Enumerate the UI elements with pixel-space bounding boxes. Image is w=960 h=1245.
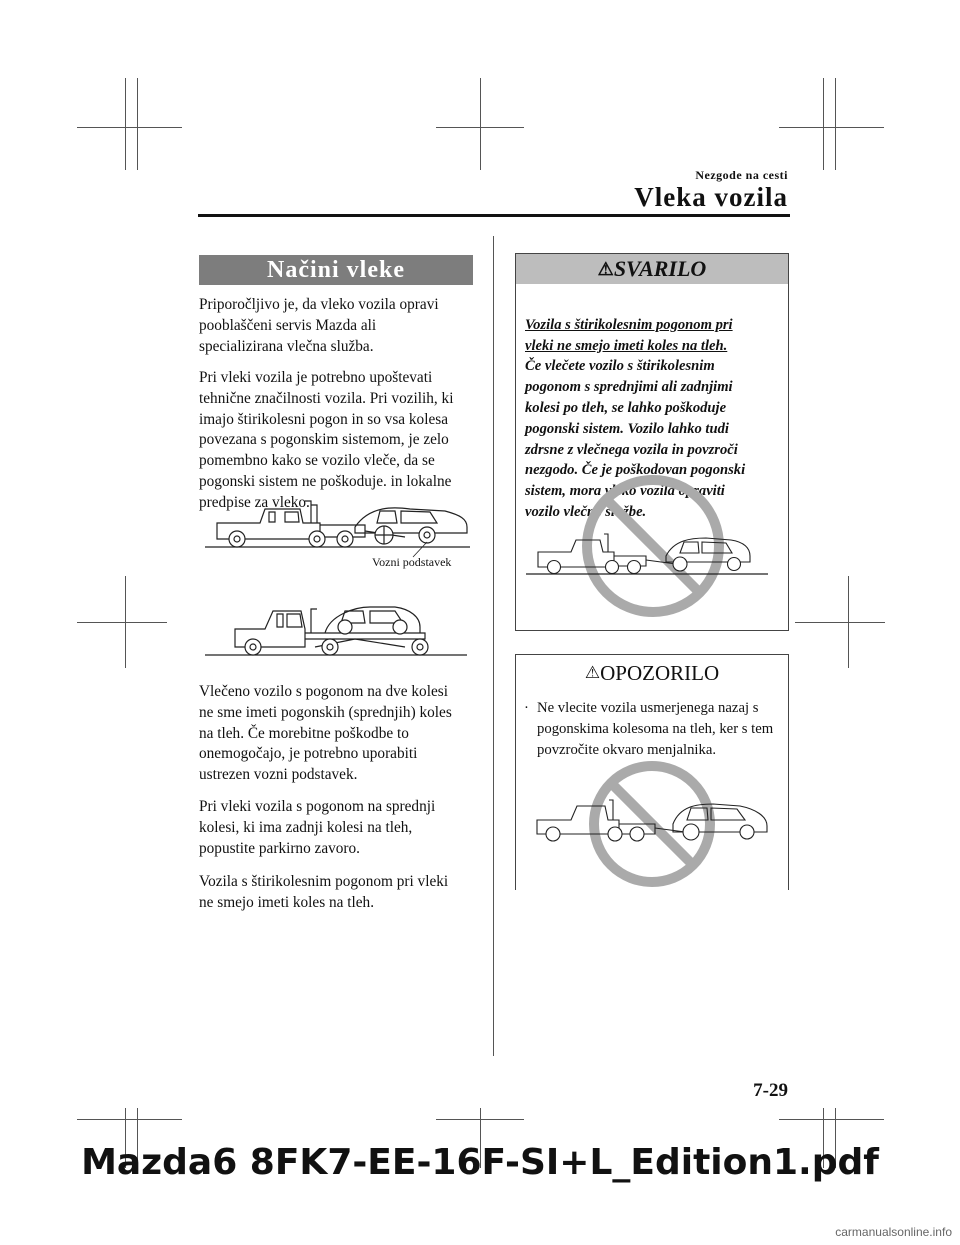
- watermark: carmanualsonline.info: [835, 1225, 952, 1239]
- warning-title: SVARILO: [613, 256, 707, 281]
- warning-triangle-icon: ⚠: [597, 259, 614, 279]
- warning-text-body: Če vlečete vozilo s štirikolesnim pogonom s sprednjimi ali zadnjimi kolesi po tleh, se lahko poškoduje pogonski sistem. Vozilo lahko tudi zdrsne z vlečnega vozila in povzroči nezgodo. Če je poškodovan pogonski sistem, mora vleko vozila opraviti vozilo vlečne: [525, 358, 746, 520]
- footer-filename: Mazda6 8FK7-EE-16F-SI+L_Edition1.pdf: [81, 1142, 879, 1183]
- paragraph-2wd: Vlečeno vozilo s pogonom na dve kolesi ne sme imeti pogonskih (sprednjih) koles na tleh. Če morebitne poškodbe to onemogočajo, je potrebno uporabiti ustrezen vozni podstavek.: [199, 683, 452, 784]
- caution-box: [515, 654, 789, 890]
- paragraph-intro: Priporočljivo je, da vleko vozila opravi pooblaščeni servis Mazda ali specializirana vlečna služba.: [199, 296, 439, 355]
- section-title: Vleka vozila: [634, 182, 788, 212]
- paragraph-tech: Pri vleki vozila je potrebno upoštevati tehnične značilnosti vozila. Pri vozilih, ki imajo štirikolesni pogon in so vsa kolesa povezana s pogonskim sistemom, je zelo pomembno kako se vozilo vleče, da se pogonski sistem ne poškoduje. in lokalne predpise za vleko.: [199, 369, 454, 511]
- header-rule: [198, 214, 790, 217]
- chapter-title: Nezgode na cesti: [695, 168, 788, 182]
- prohibited-reverse-tow-illustration: [515, 754, 789, 884]
- paragraph-4wd: Vozila s štirikolesnim pogonom pri vleki ne smejo imeti koles na tleh.: [199, 873, 449, 911]
- tow-dolly-illustration: [205, 497, 475, 553]
- paragraph-fwd: Pri vleki vozila s pogonom na sprednji kolesi, ki ima zadnji kolesi na tleh, popustite parkirno zavoro.: [199, 798, 436, 857]
- warning-box: [515, 253, 789, 631]
- page-number: 7-29: [753, 1080, 788, 1101]
- caution-bullet: ·: [524, 700, 529, 716]
- section-heading: Načini vleke: [199, 255, 473, 285]
- caution-item: [524, 698, 785, 760]
- flatbed-illustration: [205, 597, 467, 659]
- caution-triangle-icon: ⚠: [584, 663, 601, 682]
- warning-header: [516, 254, 788, 284]
- caution-text: Ne vlecite vozila usmerjenega nazaj s pogonskima kolesoma na tleh, ker s tem povzročite okvaro menjalnika.: [537, 700, 774, 758]
- warning-text-underlined: Vozila s štirikolesnim pogonom pri vleki ne smejo imeti koles na tleh.: [525, 316, 733, 354]
- caution-title: OPOZORILO: [600, 661, 720, 685]
- dolly-callout-label: Vozni podstavek: [372, 555, 452, 569]
- caution-header: [515, 658, 789, 688]
- column-divider: [493, 236, 494, 1056]
- prohibited-tow-illustration: [516, 474, 790, 624]
